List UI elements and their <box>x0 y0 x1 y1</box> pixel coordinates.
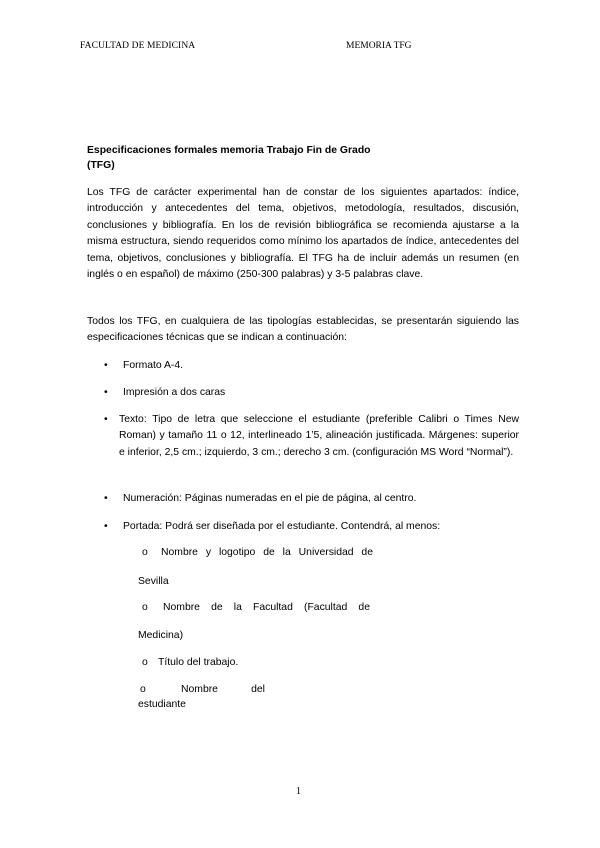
page-number: 1 <box>296 786 301 797</box>
bullet-marker: • <box>104 387 108 398</box>
title-line-1: Especificaciones formales memoria Trabajo Fin de Grado <box>87 145 371 156</box>
paragraph-especificaciones: Todos los TFG, en cualquiera de las tipologías establecidas, se presentarán siguiendo las especificaciones técnicas que se indican a continuación: <box>87 316 519 344</box>
bullet-marker: • <box>104 360 108 371</box>
subitem-facultad-line1: Nombre de la Facultad (Facultad de <box>163 602 370 613</box>
title-line-2: (TFG) <box>87 160 115 171</box>
bullet-texto: Texto: Tipo de letra que seleccione el estudiante (preferible Calibri o Times New Roman) y tamaño 11 o 12, interlineado 1’5, alineación justificada. Márgenes: superior e inferior, 2,5 cm.; izquierdo, 3 cm.; derecho 3 cm. (configuración MS Word “Normal”). <box>119 414 519 458</box>
bullet-portada: Portada: Podrá ser diseñada por el estudiante. Contendrá, al menos: <box>123 521 441 532</box>
subitem-marker: o <box>142 657 148 668</box>
bullet-marker: • <box>104 493 108 504</box>
bullet-marker: • <box>104 521 108 532</box>
subitem-facultad-line2: Medicina) <box>138 630 184 641</box>
bullet-formato: Formato A-4. <box>123 360 184 371</box>
bullet-marker: • <box>104 414 108 425</box>
header-faculty: FACULTAD DE MEDICINA <box>80 41 196 51</box>
bullet-numeracion: Numeración: Páginas numeradas en el pie de página, al centro. <box>123 493 417 504</box>
subitem-universidad-line2: Sevilla <box>138 576 169 587</box>
subitem-universidad-line1: Nombre y logotipo de la Universidad de <box>161 547 373 558</box>
subitem-marker: o <box>142 547 148 558</box>
paragraph-apartados: Los TFG de carácter experimental han de constar de los siguientes apartados: índice, introducción y antecedentes del tema, objetivos, metodología, resultados, discusión, conclusiones y bibliografía. En los de revisión bibliográfica se recomienda ajustarse a la misma estructura, siendo requeridos como mínimo los apartados de índice, antecedentes del tema, objetivos, conclusiones y bibliografía. El TFG ha de incluir además un resumen (en inglés o en español) de máximo (250-300 palabras) y 3-5 palabras clave. <box>87 187 519 281</box>
subitem-estudiante-line2: estudiante <box>138 699 186 710</box>
document-title <box>87 143 371 173</box>
bullet-impresion: Impresión a dos caras <box>123 387 226 398</box>
subitem-marker: o <box>140 684 146 695</box>
header-memoria: MEMORIA TFG <box>346 41 412 51</box>
subitem-marker: o <box>142 602 148 613</box>
subitem-titulo: Título del trabajo. <box>158 657 239 668</box>
subitem-estudiante-line1: Nombre del <box>181 684 265 695</box>
